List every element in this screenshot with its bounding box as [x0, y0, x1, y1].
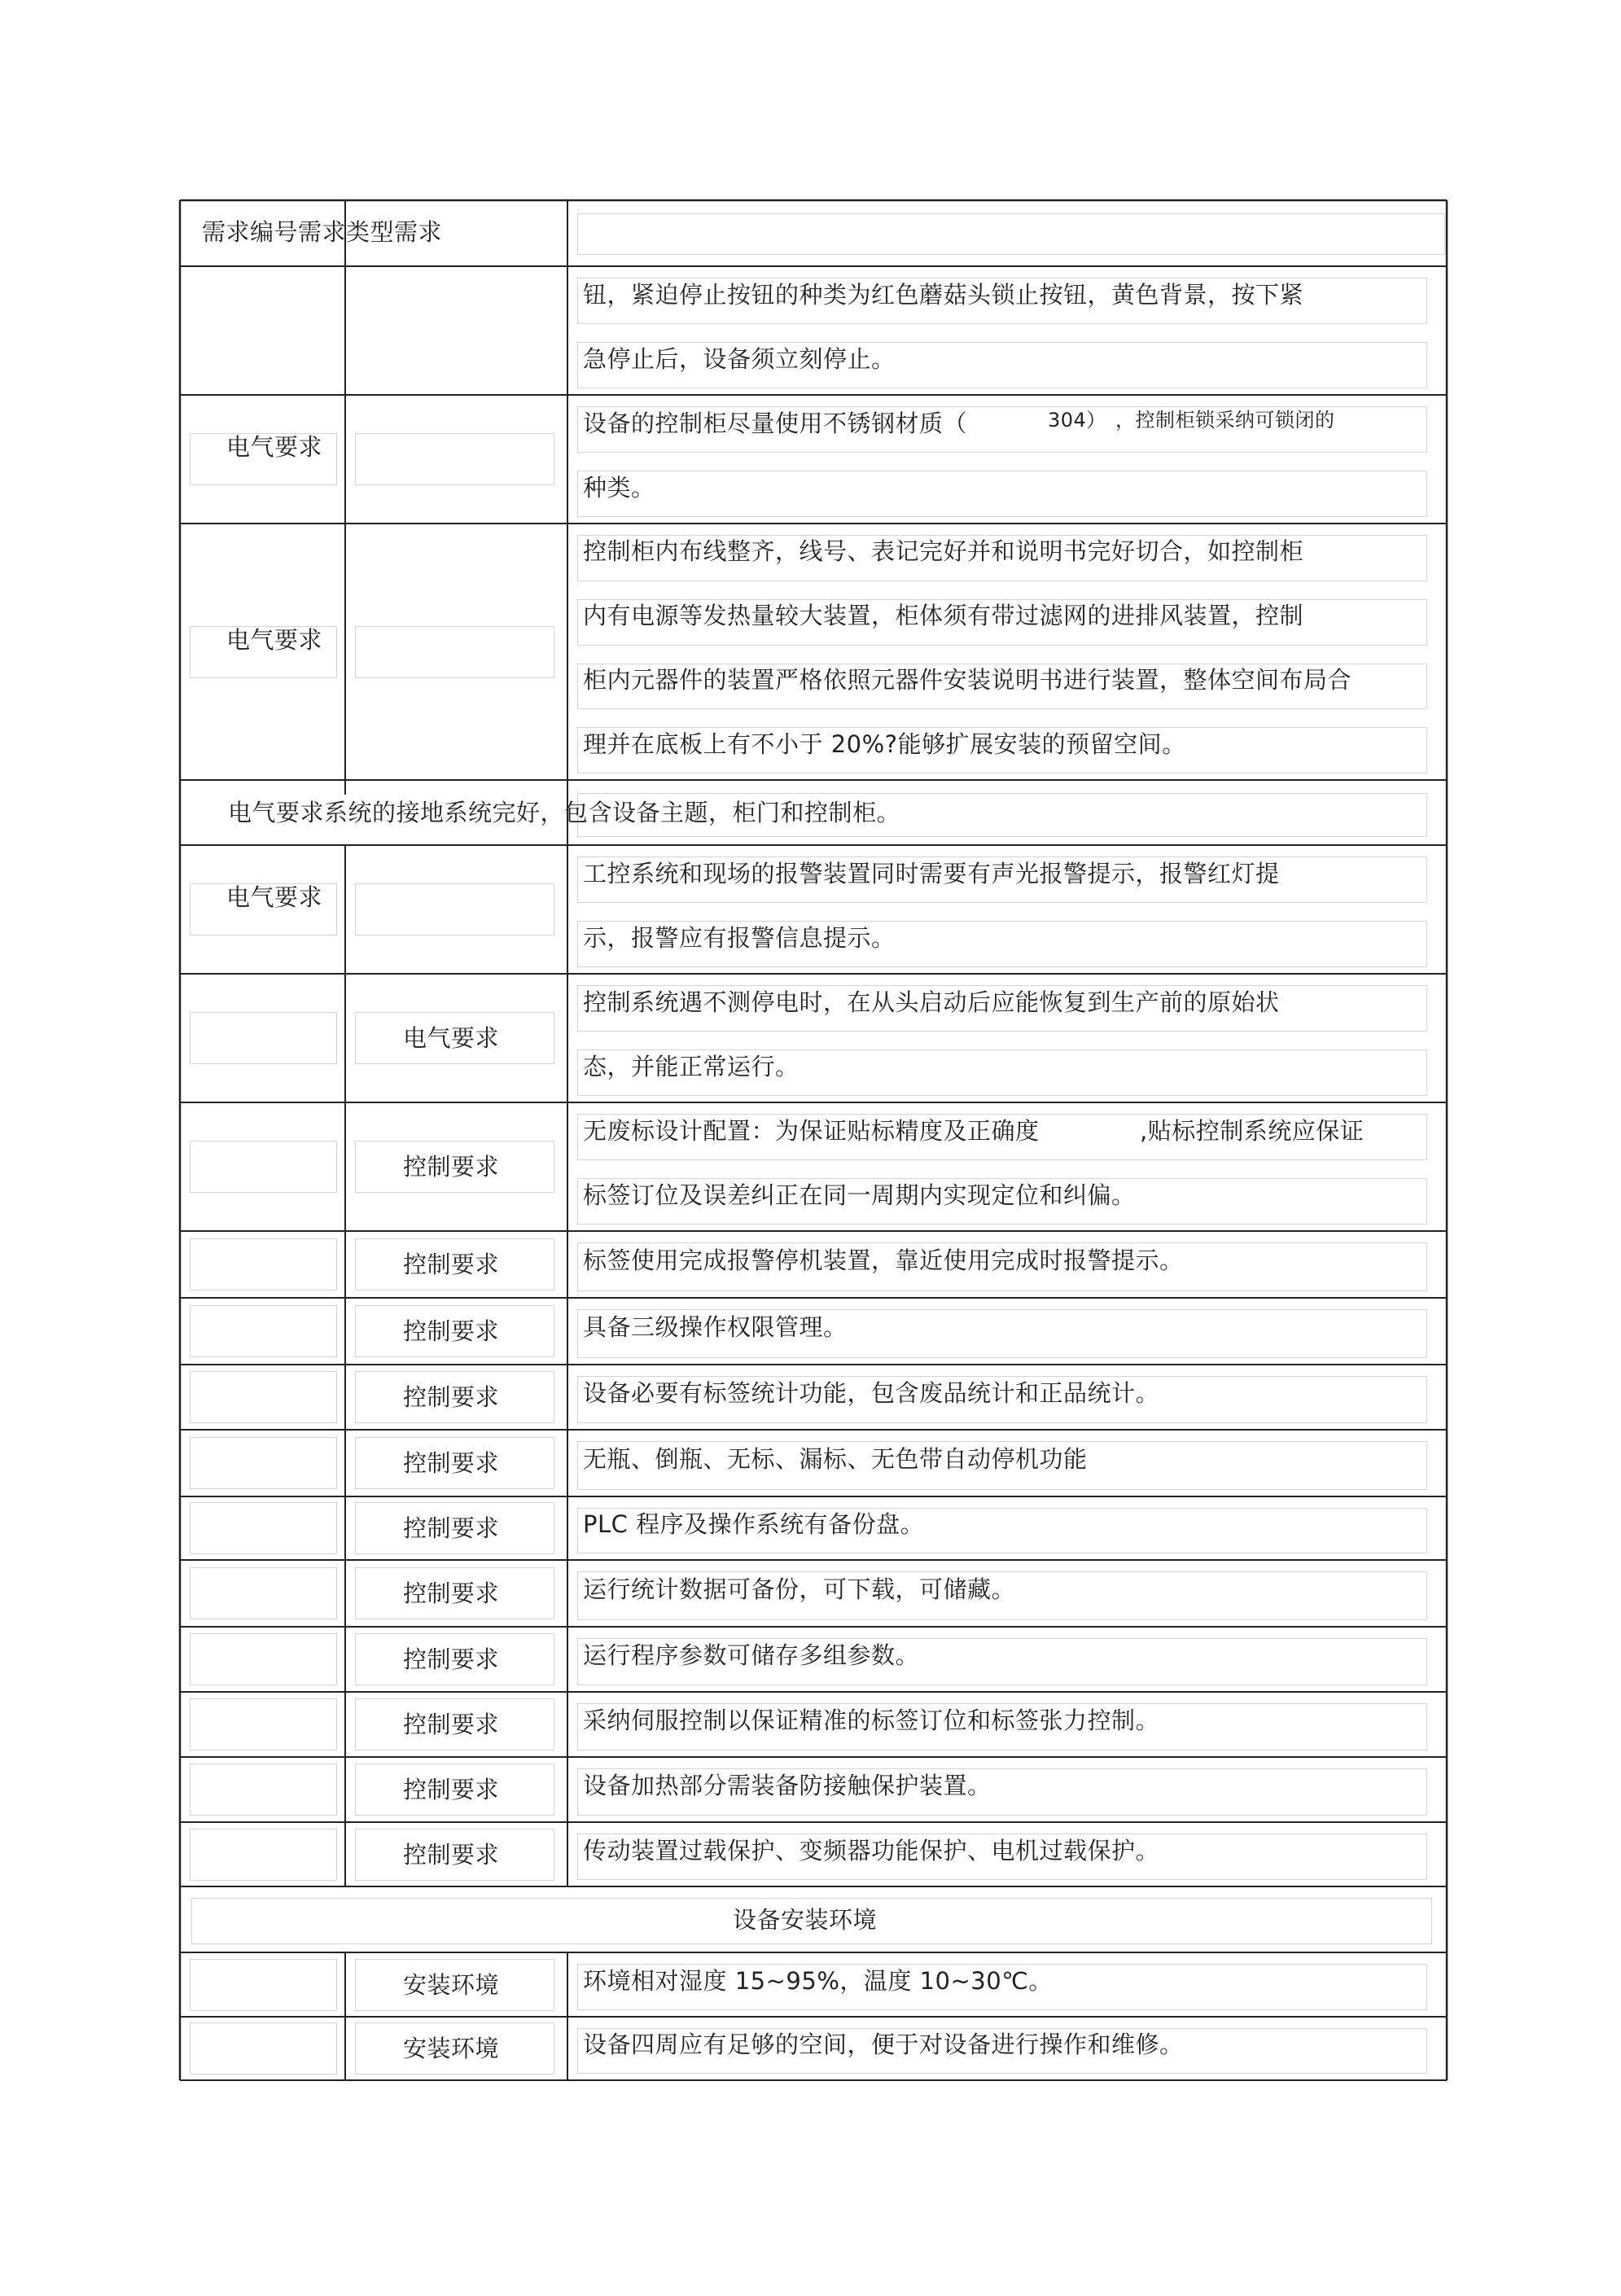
requirement-text-box: [577, 471, 1427, 517]
requirement-line: 运行统计数据可备份，可下载，可储藏。: [583, 1575, 1016, 1603]
id-field-box: [190, 1305, 337, 1357]
requirement-type: 电气要求: [226, 883, 323, 911]
id-field-box: [190, 1829, 337, 1881]
requirement-type: 控制要求: [403, 1580, 500, 1607]
requirement-line: 设备必要有标签统计功能，包含废品统计和正品统计。: [583, 1379, 1160, 1407]
requirement-line: 标签订位及误差纠正在同一周期内实现定位和纠偏。: [583, 1181, 1136, 1209]
requirement-type: 控制要求: [403, 1840, 500, 1869]
requirement-line: 控制系统遇不测停电时，在从头启动后应能恢复到生产前的原始状: [583, 988, 1280, 1016]
requirement-line: 柜内元器件的装置严格依照元器件安装说明书进行装置，整体空间布局合: [583, 665, 1352, 694]
requirement-line: 工控系统和现场的报警装置同时需要有声光报警提示，报警红灯提: [583, 859, 1280, 887]
requirement-line: 环境相对湿度 15~95%，温度 10~30℃。: [583, 1966, 1053, 1995]
header-field-box: [577, 213, 1445, 255]
requirement-line: 急停止后，设备须立刻停止。: [583, 344, 896, 373]
requirement-line: 内有电源等发热量较大装置，柜体须有带过滤网的进排风装置，控制: [583, 602, 1304, 630]
requirement-type: 控制要求: [403, 1645, 500, 1673]
requirement-type: 电气要求: [226, 433, 323, 461]
requirement-line-tail: ,贴标控制系统应保证: [1140, 1116, 1365, 1145]
requirement-line: 无瓶、倒瓶、无标、漏标、无色带自动停机功能: [583, 1445, 1088, 1473]
requirement-type: 电气要求: [403, 1024, 500, 1052]
requirement-line: 种类。: [583, 473, 655, 502]
requirement-line: PLC 程序及操作系统有备份盘。: [583, 1510, 925, 1538]
type-field-box: [355, 433, 554, 485]
id-field-box: [190, 1698, 337, 1750]
id-field-box: [190, 1437, 337, 1489]
requirement-type: 控制要求: [403, 1776, 500, 1803]
id-field-box: [190, 1764, 337, 1816]
requirement-line: 无废标设计配置：为保证贴标精度及正确度: [583, 1116, 1040, 1145]
id-field-box: [190, 1012, 337, 1064]
id-field-box: [190, 2022, 337, 2075]
type-field-box: [355, 883, 554, 935]
id-field-box: [190, 1959, 337, 2011]
requirement-line: 控制柜内布线整齐，线号、表记完好并和说明书完好切合，如控制柜: [583, 537, 1304, 566]
type-field-box: [355, 626, 554, 678]
requirement-line: 设备的控制柜尽量使用不锈钢材质（: [583, 409, 968, 437]
requirement-type: 控制要求: [403, 1711, 500, 1738]
id-field-box: [190, 1633, 337, 1685]
id-field-box: [190, 1371, 337, 1423]
id-field-box: [190, 1238, 337, 1290]
requirement-type: 电气要求: [226, 625, 323, 654]
requirement-line: 示，报警应有报警信息提示。: [583, 923, 896, 952]
id-field-box: [190, 1502, 337, 1554]
requirement-line: 传动装置过载保护、变频器功能保护、电机过载保护。: [583, 1836, 1160, 1864]
requirement-line-tail: ，控制柜锁采纳可锁闭的: [1115, 408, 1335, 432]
requirement-type: 控制要求: [403, 1449, 500, 1477]
requirement-line: 运行程序参数可储存多组参数。: [583, 1641, 920, 1669]
requirement-line: 设备四周应有足够的空间，便于对设备进行操作和维修。: [583, 2031, 1184, 2058]
requirement-type: 控制要求: [403, 1383, 500, 1411]
header-label: 需求编号需求类型需求: [202, 218, 443, 246]
requirement-type: 控制要求: [403, 1251, 500, 1278]
requirement-line: 具备三级操作权限管理。: [583, 1313, 848, 1341]
requirement-line: 标签使用完成报警停机装置，靠近使用完成时报警提示。: [583, 1247, 1184, 1274]
material-number: 304）: [1048, 408, 1106, 432]
requirement-type: 控制要求: [403, 1317, 500, 1345]
requirement-type: 安装环境: [403, 1970, 500, 1999]
requirement-line: 采纳伺服控制以保证精准的标签订位和标签张力控制。: [583, 1707, 1160, 1734]
requirement-line: 设备加热部分需装备防接触保护装置。: [583, 1772, 992, 1799]
requirement-line: 理并在底板上有不小于 20%?能够扩展安装的预留空间。: [583, 730, 1186, 758]
requirement-type: 控制要求: [403, 1153, 500, 1181]
id-field-box: [190, 1567, 337, 1619]
requirement-line: 钮，紧迫停止按钮的种类为红色蘑菇头锁止按钮，黄色背景，按下紧: [583, 280, 1304, 309]
section-title: 设备安装环境: [733, 1905, 878, 1934]
requirement-line: 态，并能正常运行。: [583, 1052, 800, 1080]
requirement-type: 安装环境: [403, 2035, 500, 2062]
requirement-type: 控制要求: [403, 1514, 500, 1542]
id-field-box: [190, 1141, 337, 1193]
merged-row-text: 电气要求系统的接地系统完好，包含设备主题，柜门和控制柜。: [228, 799, 901, 826]
